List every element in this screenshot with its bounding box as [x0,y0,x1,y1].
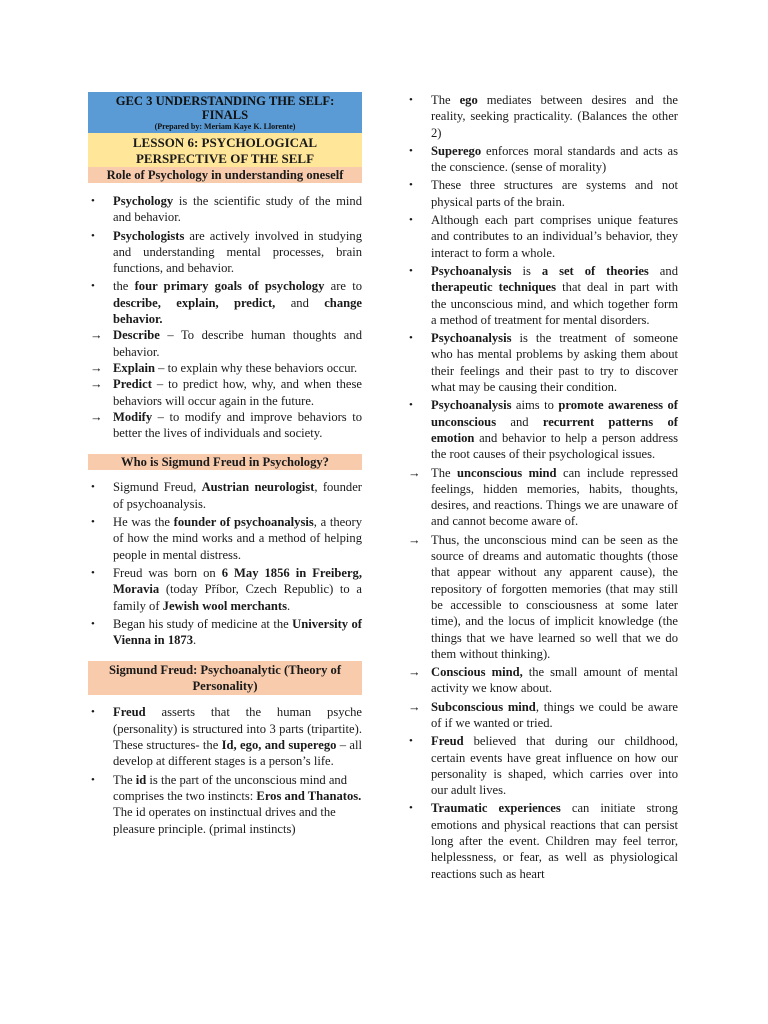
list-item: • Although each part comprises unique features and contributes to an individual’s behavior, they interact to form a whole. [409,213,678,260]
list-item: → Conscious mind, the small amount of mental activity we know about. [408,665,678,696]
list-item: • Freud believed that during our childhood, certain events have great influence on how our personality is shaped, which carries over into our adult lives. [409,734,678,798]
bullet-marker: • [409,332,413,345]
bullet-marker: • [409,399,413,412]
arrow-marker: → [90,328,103,343]
list-item: → Subconscious mind, things we could be aware of if we wanted or tried. [408,699,678,730]
bullet-marker: • [409,94,413,106]
list-item: • Traumatic experiences can initiate strong emotions and physical reactions that can persist long after the event. Children may feel terror, helplessness, or fear, as well as physiological reactions such as heart [409,801,678,881]
left-column [88,92,362,837]
bullet-marker: • [91,229,95,242]
bullet-marker: • [91,706,95,719]
list-item: • Sigmund Freud, Austrian neurologist, founder of psychoanalysis. [91,480,362,511]
list-item: • Freud was born on 6 May 1856 in Freiberg, Moravia (today Příbor, Czech Republic) to a family of Jewish wool merchants. [91,565,362,613]
list-item: • Began his study of medicine at the University of Vienna in 1873. [91,616,363,648]
right-column [406,92,678,882]
list-item: • Psychologists are actively involved in studying and understanding mental processes, brain functions, and behavior. [91,228,362,276]
bullet-marker: • [91,617,95,630]
freud-list [88,479,362,648]
goals-list [88,327,362,441]
list-item: → The unconscious mind can include repressed feelings, hidden memories, habits, thoughts, desires, and reactions. Things we are unaware of and cannot become aware of. [408,465,678,529]
freud-section-title: Who is Sigmund Freud in Psychology? [88,454,362,470]
arrow-marker: → [90,377,103,392]
list-item: → Explain – to explain why these behaviors occur. [90,360,358,375]
arrow-marker: → [408,699,421,714]
bullet-marker: • [91,280,95,293]
bullet-marker: • [91,773,95,786]
list-item: • the four primary goals of psychology are to describe, explain, predict, and change behavior. [91,279,362,327]
arrow-marker: → [408,465,421,480]
list-item: • The ego mediates between desires and the reality, seeking practicality. (Balances the other 2) [409,93,678,140]
bullet-marker: • [409,214,413,227]
bullet-marker: • [91,566,95,579]
list-item: • Psychology is the scientific study of the mind and behavior. [91,194,362,225]
course-banner [88,92,362,133]
list-item: • Psychoanalysis is a set of theories and therapeutic techniques that deal in part with the unconscious mind, and which together form a method of treatment for mental disorders. [409,263,678,327]
bullet-marker: • [91,481,95,494]
arrow-marker: → [90,360,103,375]
list-item: • Psychoanalysis is the treatment of someone who has mental problems by asking them about their feelings and their past to try to discover what may be causing their condition. [409,331,678,395]
arrow-marker: → [408,665,421,680]
bullet-marker: • [409,264,413,277]
course-title: GEC 3 UNDERSTANDING THE SELF: FINALS [115,94,335,122]
bullet-marker: • [409,144,413,157]
psychology-list [88,193,362,327]
list-item: → Modify – to modify and improve behaviors to better the lives of individuals and society. [90,409,362,441]
prepared-by: (Prepared by: Meriam Kaye K. Llorente) [154,122,296,131]
list-item: • These three structures are systems and not physical parts of the brain. [409,178,678,209]
bullet-marker: • [409,802,413,815]
theory-section-title: Sigmund Freud: Psychoanalytic (Theory of Personality) [88,661,362,695]
bullet-marker: • [91,195,95,207]
arrow-marker: → [90,409,103,424]
arrow-marker: → [408,532,421,547]
list-item: → Thus, the unconscious mind can be seen as the source of dreams and automatic thoughts (those that appear without any apparent cause), the repository of forgotten memories (that may still be accessible to consciousness at some later time), and the locus of implicit knowledge (the things that we have learned so well that we do them without thinking). [408,532,678,661]
list-item: • Superego enforces moral standards and acts as the conscience. (sense of morality) [409,143,678,175]
list-item: • He was the founder of psychoanalysis, a theory of how the mind works and a method of helping people in mental distress. [91,515,362,562]
bullet-marker: • [409,179,413,192]
bullet-marker: • [91,516,95,529]
lesson-title: LESSON 6: PSYCHOLOGICAL PERSPECTIVE OF THE SELF [88,133,362,167]
role-title: Role of Psychology in understanding oneself [88,167,362,183]
theory-list [88,704,362,836]
list-item: → Predict – to predict how, why, and when these behaviors will occur again in the future. [90,377,362,408]
list-item: • Psychoanalysis aims to promote awareness of unconscious and recurrent patterns of emotion and behavior to help a person address the root causes of their psychological issues. [409,398,679,462]
list-item: → Describe – To describe human thoughts and behavior. [90,328,362,359]
right-list [406,92,678,882]
list-item: • The id is the part of the unconscious mind and comprises the two instincts: Eros and Thanatos. The id operates on instinctual drives and the pleasure principle. (primal instincts) [91,772,362,836]
bullet-marker: • [409,735,413,748]
list-item: • Freud asserts that the human psyche (personality) is structured into 3 parts (tripartite). These structures- the Id, ego, and superego – all develop at different stages is a person’s life. [91,705,363,769]
